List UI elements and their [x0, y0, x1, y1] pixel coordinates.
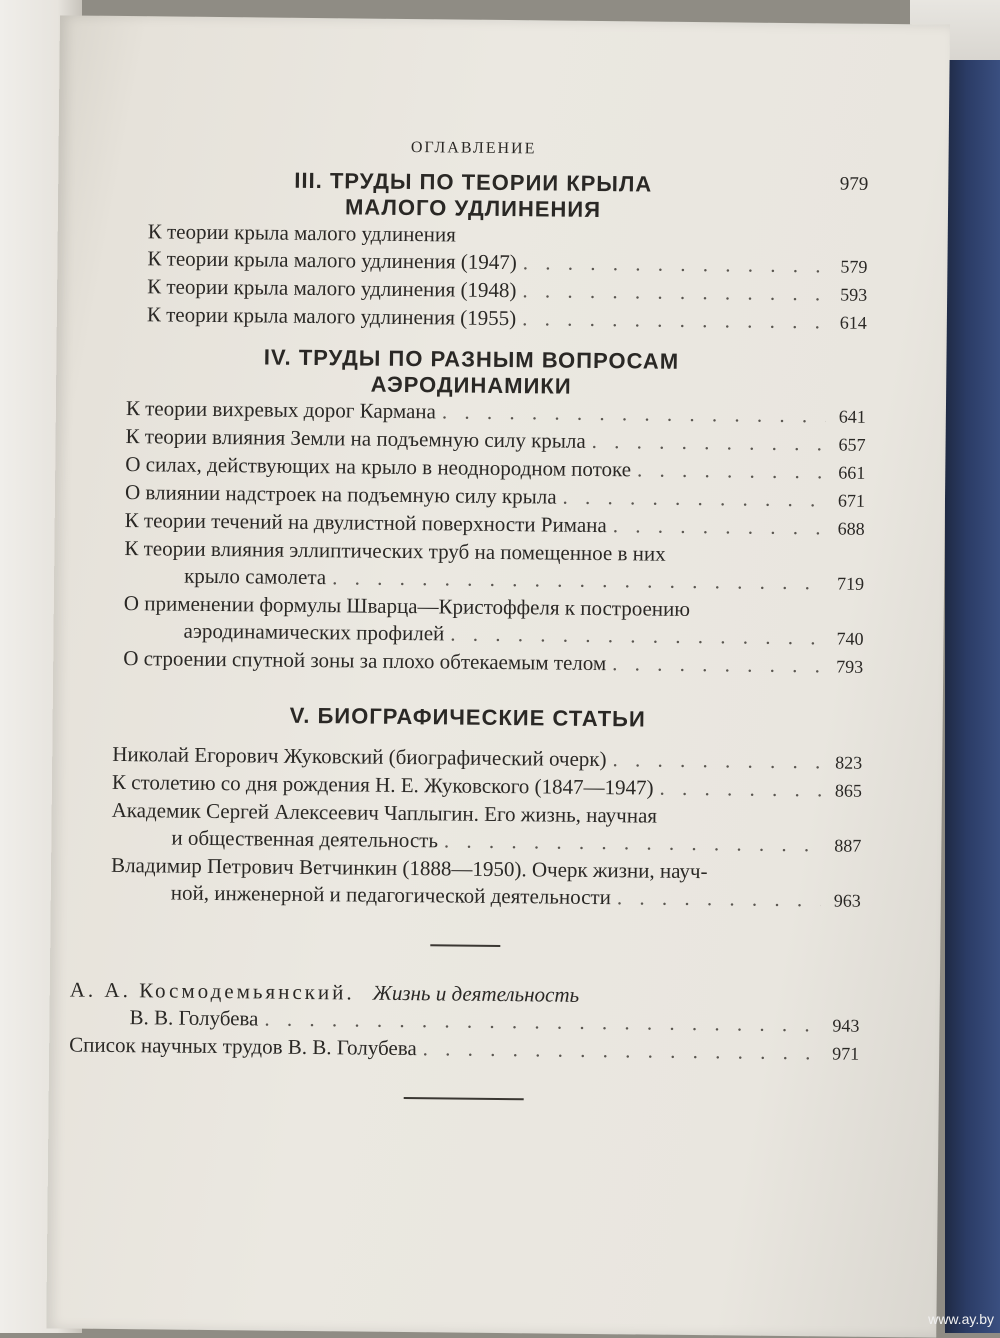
section-4-entries	[73, 395, 866, 681]
section-4	[76, 343, 867, 403]
entry-title: Академик Сергей Алексеевич Чаплыгин. Его жизнь, научная	[111, 797, 658, 828]
entry-page: 823	[835, 752, 863, 773]
entry-page: 793	[836, 656, 864, 677]
table-of-contents	[68, 136, 868, 1138]
entry-title-cont: аэродинамических профилей	[183, 618, 445, 646]
entry-title: О силах, действующих на крыло в неоднородном потоке	[125, 452, 632, 482]
entry-title: К теории влияния эллиптических труб на помещенное в них	[124, 536, 666, 566]
leader-dots	[613, 512, 825, 541]
leader-dots	[562, 484, 825, 514]
book-binding	[945, 60, 1000, 1333]
leader-dots	[523, 249, 828, 279]
entry-title: К теории крыла малого удлинения	[147, 219, 456, 247]
section-4-title-line2: АЭРОДИНАМИКИ	[370, 371, 572, 399]
entry-page: 963	[833, 890, 861, 911]
entry-page: 688	[837, 518, 865, 539]
entry-page: 887	[834, 835, 862, 856]
entry-title: К теории крыла малого удлинения (1948)	[147, 274, 517, 303]
section-3	[78, 166, 869, 226]
entry-page: 661	[838, 462, 866, 483]
entry-page: 943	[832, 1015, 860, 1036]
entry-title: К теории крыла малого удлинения (1955)	[146, 302, 517, 331]
leader-dots	[659, 775, 822, 804]
entry-page: 657	[838, 434, 866, 455]
entry-title: Список научных трудов В. В. Голубева	[69, 1032, 417, 1061]
entry-title: Жизнь и деятельность	[372, 980, 580, 1007]
entry-title: О применении формулы Шварца—Кристоффеля к построению	[123, 591, 691, 621]
section-3-title-line2: МАЛОГО УДЛИНЕНИЯ	[344, 194, 602, 223]
leader-dots	[592, 428, 826, 457]
leader-dots	[332, 564, 824, 596]
entry-title: К теории течений на двулистной поверхности Римана	[124, 508, 607, 538]
entry-title: К столетию со дня рождения Н. Е. Жуковского (1847—1947)	[111, 769, 654, 800]
divider-rule-bottom	[404, 1097, 524, 1100]
entry-page: 579	[840, 256, 868, 277]
watermark: www.ay.by	[928, 1311, 994, 1327]
entry-title-cont: В. В. Голубева	[129, 1005, 259, 1031]
entry-title: Николай Егорович Жуковский (биографический очерк)	[112, 741, 607, 772]
leader-dots	[522, 277, 827, 307]
leader-dots	[444, 827, 822, 858]
running-head: ОГЛАВЛЕНИЕ	[410, 139, 537, 158]
entry-title: К теории вихревых дорог Кармана	[125, 396, 437, 424]
leader-dots	[522, 305, 827, 335]
section-3-page: 979	[839, 173, 869, 195]
section-3-title-line1: III. ТРУДЫ ПО ТЕОРИИ КРЫЛА	[294, 167, 653, 197]
entry-title: К теории влияния Земли на подъемную силу крыла	[125, 424, 586, 453]
entry-title-cont: и общественная деятельность	[171, 825, 439, 853]
entry-title: О влиянии надстроек на подъемную силу крыла	[124, 480, 557, 509]
leader-dots	[442, 398, 826, 429]
section-5-entries	[71, 741, 863, 915]
section-5-title: V. БИОГРАФИЧЕСКИЕ СТАТЬИ	[289, 702, 646, 732]
entry-page: 971	[832, 1043, 860, 1064]
leader-dots	[612, 650, 823, 679]
book-page	[46, 15, 950, 1337]
appendix-entries	[69, 976, 860, 1067]
leader-dots	[637, 456, 825, 485]
entry-title: Владимир Петрович Ветчинкин (1888—1950). Очерк жизни, науч-	[111, 852, 708, 884]
leader-dots	[617, 884, 821, 913]
leader-dots	[423, 1035, 820, 1066]
entry-author: А. А. Космодемьянский.	[69, 977, 355, 1005]
entry-page: 593	[840, 284, 868, 305]
entry-title-cont: крыло самолета	[184, 563, 327, 590]
entry-title: О строении спутной зоны за плохо обтекаемым телом	[123, 646, 607, 676]
entry-title: К теории крыла малого удлинения (1947)	[147, 246, 517, 275]
entry-page: 719	[837, 573, 865, 594]
entry-page: 740	[836, 628, 864, 649]
section-3-entries	[77, 218, 868, 337]
leader-dots	[450, 620, 823, 651]
leader-dots	[612, 746, 822, 775]
entry-page: 671	[837, 490, 866, 511]
entry-page: 614	[839, 312, 867, 333]
entry-page: 865	[834, 780, 863, 801]
section-4-title-line1: IV. ТРУДЫ ПО РАЗНЫМ ВОПРОСАМ	[263, 344, 680, 374]
entry-page: 641	[838, 406, 866, 427]
entry-title-cont: ной, инженерной и педагогической деятельности	[170, 880, 612, 910]
divider-rule	[430, 944, 500, 947]
